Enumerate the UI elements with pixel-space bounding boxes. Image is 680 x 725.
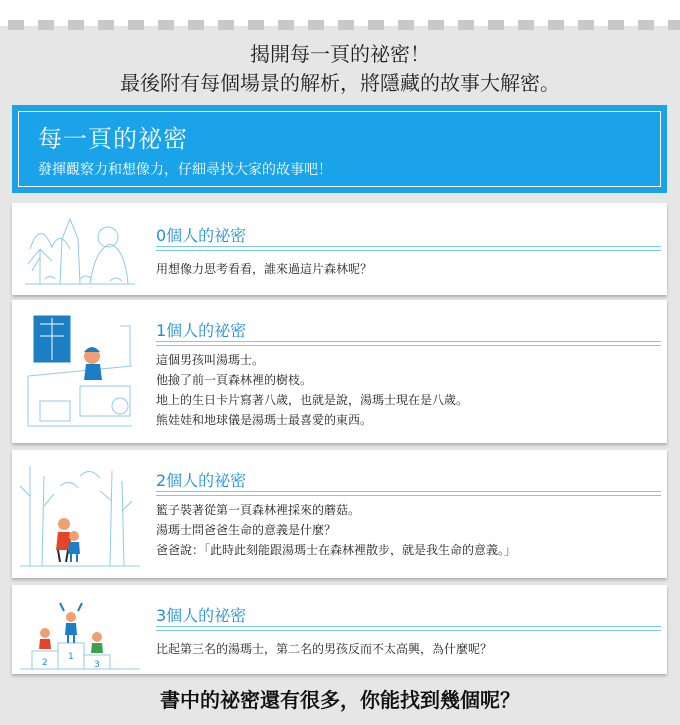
card-1-line-1: 這個男孩叫湯瑪士。 xyxy=(156,353,265,367)
card-0-body xyxy=(156,259,372,279)
card-3-people xyxy=(12,585,667,674)
border-dash xyxy=(578,20,594,30)
bedroom-illustration xyxy=(20,306,140,436)
border-dash xyxy=(128,20,144,30)
border-dash xyxy=(398,20,414,30)
podium-second-place: 2 xyxy=(42,658,48,668)
intro-line-2: 最後附有每個場景的解析，將隱藏的故事大解密。 xyxy=(120,71,560,95)
card-0-people xyxy=(12,203,667,295)
card-3-line-1: 比起第三名的湯瑪士，第二名的男孩反而不太高興，為什麼呢？ xyxy=(156,642,493,656)
border-dash xyxy=(368,20,384,30)
card-1-heading: 1個人的祕密 xyxy=(156,321,247,340)
border-dash xyxy=(8,20,24,30)
card-3-heading: 3個人的祕密 xyxy=(156,606,247,625)
border-dash xyxy=(668,20,680,30)
banner-subtitle: 發揮觀察力和想像力，仔細尋找大家的故事吧！ xyxy=(38,162,332,178)
border-dash xyxy=(518,20,534,30)
border-dash xyxy=(488,20,504,30)
border-dash xyxy=(338,20,354,30)
border-dash xyxy=(218,20,234,30)
card-0-line-1: 用想像力思考看看，誰來過這片森林呢？ xyxy=(156,262,373,276)
border-dash xyxy=(428,20,444,30)
card-2-heading: 2個人的祕密 xyxy=(156,471,247,490)
card-1-body xyxy=(156,350,468,430)
banner xyxy=(12,105,667,193)
border-dash xyxy=(548,20,564,30)
banner-title: 每一頁的祕密 xyxy=(38,125,188,153)
card-2-line-2: 湯瑪士問爸爸生命的意義是什麼？ xyxy=(156,523,337,537)
card-1-rule xyxy=(156,341,661,346)
border-dash xyxy=(308,20,324,30)
intro-line-1: 揭開每一頁的祕密！ xyxy=(250,42,430,66)
border-dash xyxy=(278,20,294,30)
border-dash xyxy=(38,20,54,30)
intro xyxy=(0,40,680,98)
border-dash xyxy=(188,20,204,30)
border-dash xyxy=(638,20,654,30)
father-son-forest-illustration xyxy=(20,456,140,574)
card-1-line-2: 他撿了前一頁森林裡的樹枝。 xyxy=(156,373,313,387)
card-1-line-4: 熊娃娃和地球儀是湯瑪士最喜愛的東西。 xyxy=(156,413,373,427)
card-3-body xyxy=(156,639,492,659)
border-dash xyxy=(608,20,624,30)
card-0-rule xyxy=(156,246,661,251)
card-2-body xyxy=(156,500,516,560)
podium-third-place: 3 xyxy=(94,660,100,670)
border-dash xyxy=(68,20,84,30)
card-2-people xyxy=(12,450,667,578)
podium-first-place: 1 xyxy=(68,652,74,662)
border-dash xyxy=(248,20,264,30)
card-1-person xyxy=(12,300,667,443)
border-dash xyxy=(458,20,474,30)
border-dash xyxy=(98,20,114,30)
podium-illustration xyxy=(20,591,140,671)
footer-question: 書中的祕密還有很多，你能找到幾個呢？ xyxy=(160,688,520,712)
card-2-line-1: 籃子裝著從第一頁森林裡採來的蘑菇。 xyxy=(156,503,361,517)
card-2-line-3: 爸爸說：「此時此刻能跟湯瑪士在森林裡散步，就是我生命的意義。」 xyxy=(156,543,517,557)
card-2-rule xyxy=(156,491,661,496)
card-1-line-3: 地上的生日卡片寫著八歲，也就是說，湯瑪士現在是八歲。 xyxy=(156,393,469,407)
forest-illustration xyxy=(20,209,140,289)
top-dashed-border xyxy=(0,0,680,26)
card-0-heading: 0個人的祕密 xyxy=(156,226,247,245)
border-dash xyxy=(158,20,174,30)
card-3-rule xyxy=(156,626,661,631)
